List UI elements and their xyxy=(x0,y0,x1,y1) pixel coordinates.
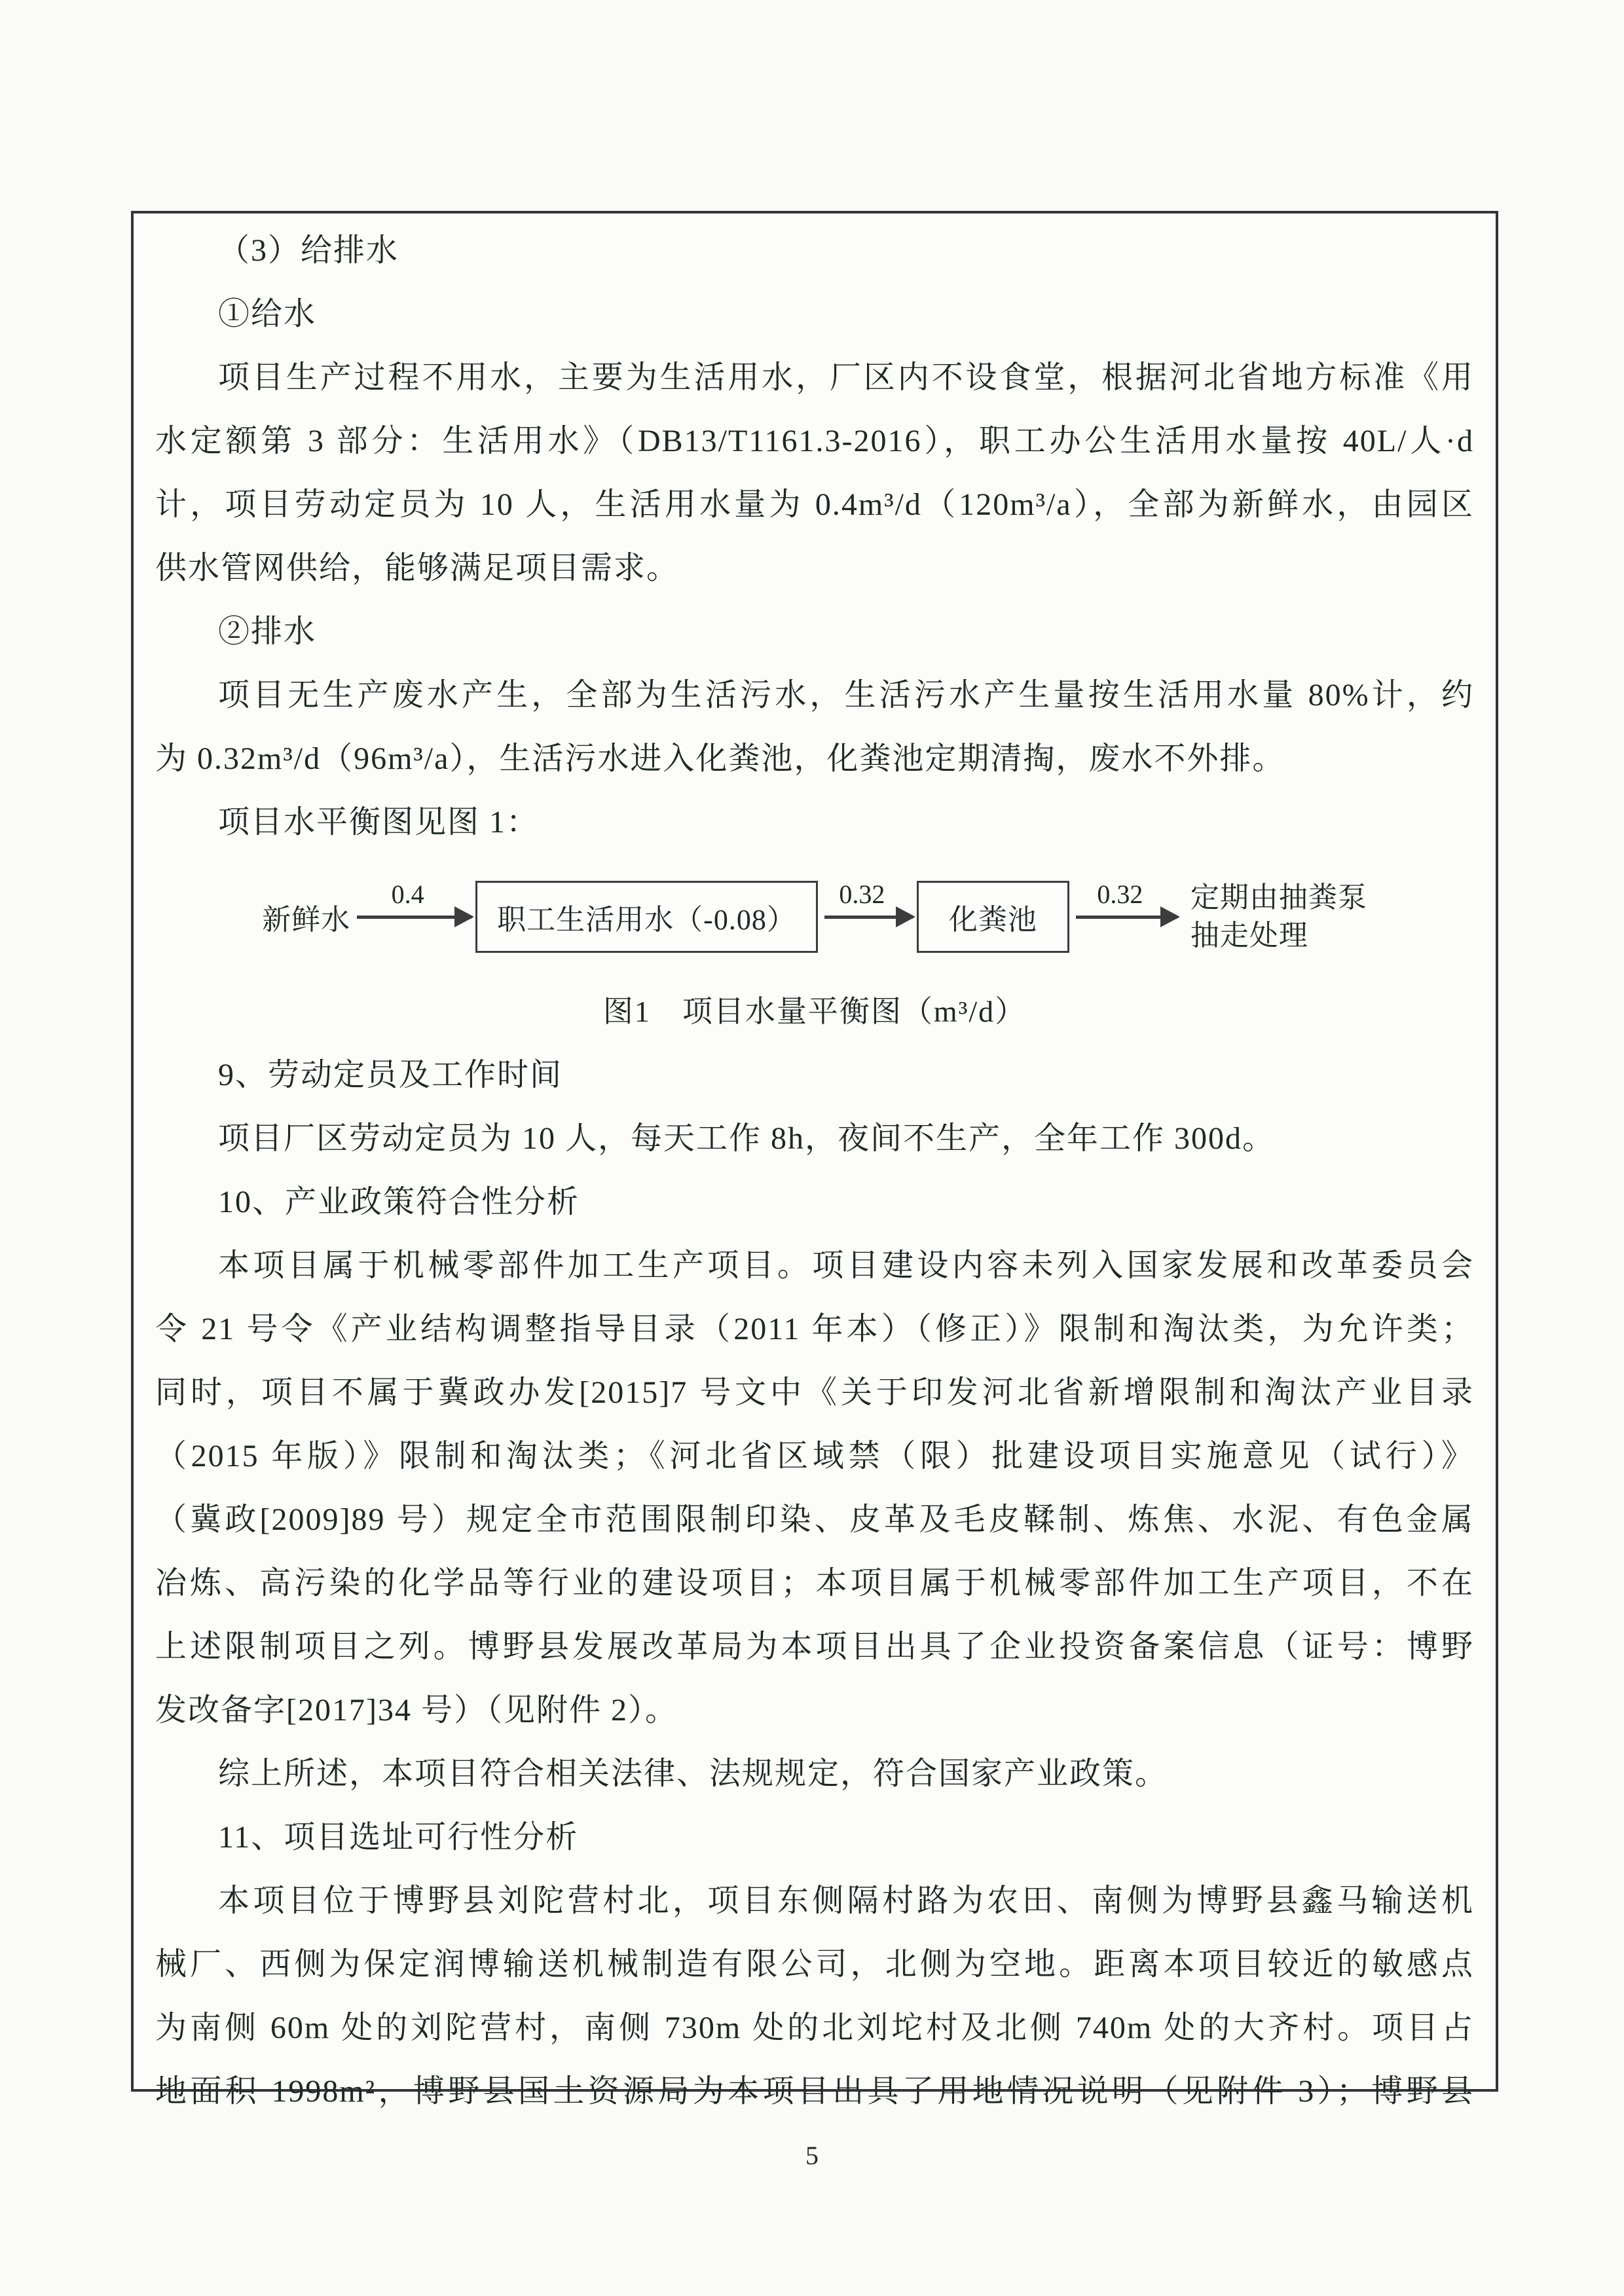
text-line: ①给水 xyxy=(218,297,317,331)
text-line: 水定额第 3 部分：生活用水》（DB13/T1161.3-2016），职工办公生活用水量按 40L/人·d xyxy=(155,424,1474,458)
text-line: 项目厂区劳动定员为 10 人，每天工作 8h，夜间不生产，全年工作 300d。 xyxy=(218,1121,1276,1156)
text-line: 9、劳动定员及工作时间 xyxy=(218,1058,563,1092)
flow-arrow-3 xyxy=(1076,879,1177,919)
text-line: 本项目位于博野县刘陀营村北，项目东侧隔村路为农田、南侧为博野县鑫马输送机 xyxy=(218,1883,1474,1918)
text-line: 计，项目劳动定员为 10 人，生活用水量为 0.4m³/d（120m³/a），全部为新鲜水，由园区 xyxy=(155,487,1474,522)
text-line: 地面积 1998m²，博野县国土资源局为本项目出具了用地情况说明（见附件 3）；博野县 xyxy=(155,2074,1474,2109)
diagram-sink-line-2: 抽走处理 xyxy=(1190,919,1308,952)
text-line: （2015 年版）》限制和淘汰类；《河北省区域禁（限）批建设项目实施意见（试行）》 xyxy=(155,1439,1474,1473)
text-line: 令 21 号令《产业结构调整指导目录（2011 年本）（修正）》限制和淘汰类，为允许类； xyxy=(155,1312,1474,1346)
text-line: 同时，项目不属于冀政办发[2015]7 号文中《关于印发河北省新增限制和淘汰产业目录 xyxy=(155,1375,1474,1410)
flow-value-label-1: 0.4 xyxy=(391,879,424,909)
text-line: ②排水 xyxy=(218,614,317,649)
text-line: 冶炼、高污染的化学品等行业的建设项目；本项目属于机械零部件加工生产项目，不在 xyxy=(155,1566,1474,1601)
text-line: 本项目属于机械零部件加工生产项目。项目建设内容未列入国家发展和改革委员会 xyxy=(218,1248,1474,1283)
flow-arrow-2 xyxy=(824,879,913,919)
text-line: 11、项目选址可行性分析 xyxy=(218,1820,579,1855)
diagram-box-staff-water: 职工生活用水（-0.08） xyxy=(475,881,818,953)
water-balance-diagram xyxy=(155,854,1474,980)
content-bottom xyxy=(155,1043,1474,2123)
diagram-sink-line-1: 定期由抽粪泵 xyxy=(1190,881,1367,914)
text-line: （冀政[2009]89 号）规定全市范围限制印染、皮革及毛皮鞣制、炼焦、水泥、有色金属 xyxy=(155,1502,1474,1537)
flow-arrow-1 xyxy=(357,879,471,919)
text-line: （3）给排水 xyxy=(218,233,399,268)
text-line: 项目生产过程不用水，主要为生活用水，厂区内不设食堂，根据河北省地方标准《用 xyxy=(218,360,1474,395)
text-line: 项目水平衡图见图 1： xyxy=(218,805,540,840)
flow-value-label-2: 0.32 xyxy=(839,879,885,909)
flow-value-label-3: 0.32 xyxy=(1097,879,1143,909)
text-line: 项目无生产废水产生，全部为生活污水，生活污水产生量按生活用水量 80%计，约 xyxy=(218,678,1474,713)
diagram-sink-label xyxy=(1190,879,1367,955)
text-line: 上述限制项目之列。博野县发展改革局为本项目出具了企业投资备案信息（证号：博野 xyxy=(155,1629,1474,1664)
text-line: 10、产业政策符合性分析 xyxy=(218,1185,580,1219)
figure-caption: 图1 项目水量平衡图（m³/d） xyxy=(602,995,1027,1028)
text-line: 为 0.32m³/d（96m³/a），生活污水进入化粪池，化粪池定期清掏，废水不外排。 xyxy=(155,741,1285,776)
text-line: 为南侧 60m 处的刘陀营村，南侧 730m 处的北刘坨村及北侧 740m 处的大齐村。项目占 xyxy=(155,2010,1474,2045)
content-top xyxy=(155,219,1474,854)
text-line: 械厂、西侧为保定润博输送机械制造有限公司，北侧为空地。距离本项目较近的敏感点 xyxy=(155,1947,1474,1982)
diagram-source-label: 新鲜水 xyxy=(262,904,351,936)
text-line: 供水管网供给，能够满足项目需求。 xyxy=(155,551,680,585)
text-line: 发改备字[2017]34 号）（见附件 2）。 xyxy=(155,1693,678,1728)
text-line: 综上所述，本项目符合相关法律、法规规定，符合国家产业政策。 xyxy=(218,1756,1168,1791)
document-frame xyxy=(131,211,1498,2109)
page-number: 5 xyxy=(805,2141,819,2170)
diagram-box-septic-tank: 化粪池 xyxy=(917,881,1069,953)
